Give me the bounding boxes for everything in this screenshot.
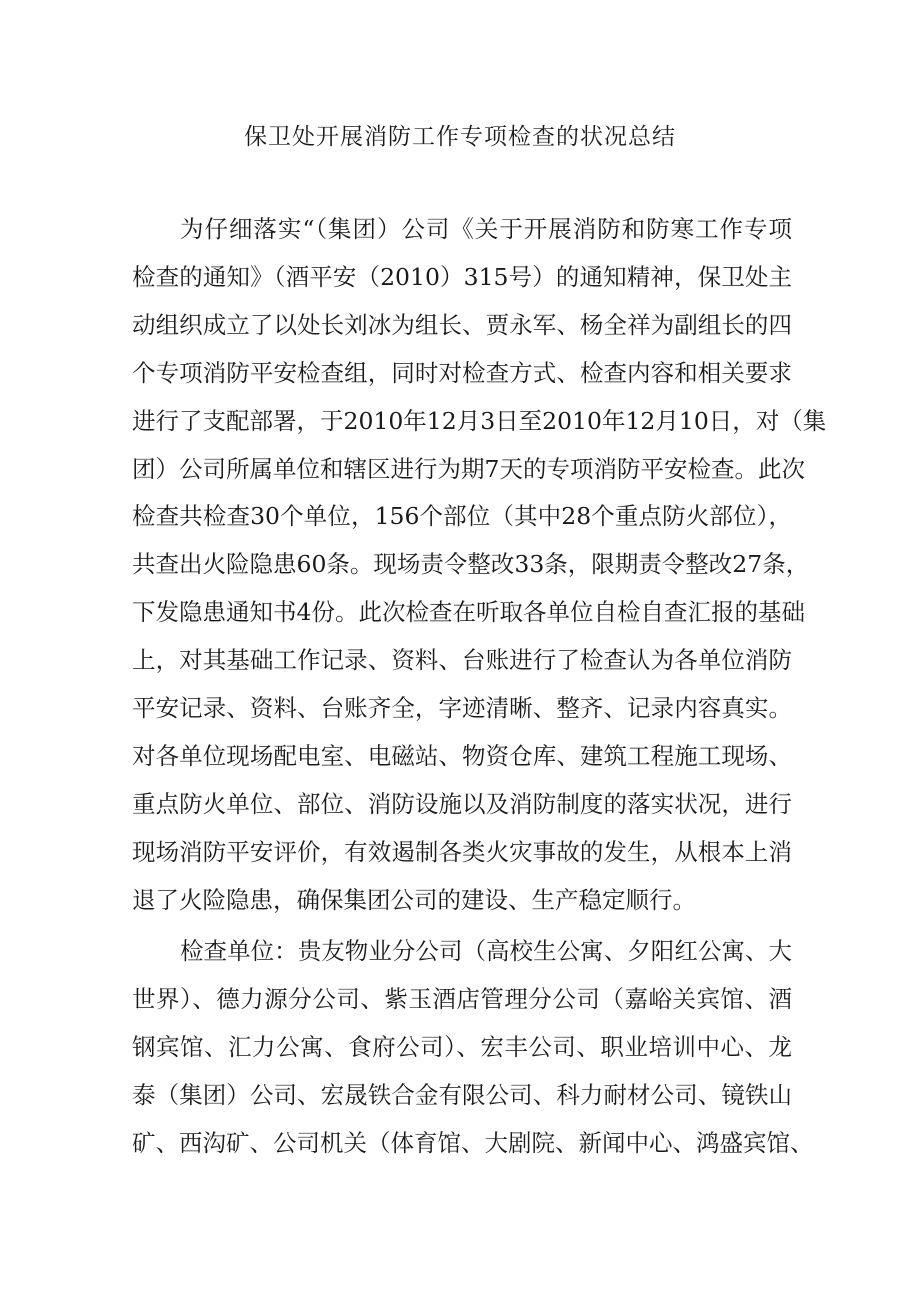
paragraph-1-line-9: 下发隐患通知书4份。此次检查在听取各单位自检自查汇报的基础 <box>132 598 805 627</box>
paragraph-1-line-11: 平安记录、资料、台账齐全，字迹清晰、整齐、记录内容真实。 <box>132 694 792 722</box>
paragraph-1-line-4: 个专项消防平安检查组，同时对检查方式、检查内容和相关要求 <box>132 358 792 387</box>
paragraph-2-line-1: 检查单位：贵友物业分公司（高校生公寓、夕阳红公寓、大 <box>180 937 792 965</box>
paragraph-2-line-4: 泰（集团）公司、宏晟铁合金有限公司、科力耐材公司、镜铁山 <box>132 1080 792 1109</box>
paragraph-1-line-8: 共查出火险隐患60条。现场责令整改33条，限期责令整改27条， <box>132 550 810 579</box>
paragraph-1-line-5: 进行了支配部署，于2010年12月3日至2010年12月10日，对（集 <box>132 406 827 435</box>
paragraph-1-line-6: 团）公司所属单位和辖区进行为期7天的专项消防平安检查。此次 <box>132 454 805 483</box>
paragraph-1-line-2: 检查的通知》（酒平安（2010）315号）的通知精神，保卫处主 <box>132 262 792 291</box>
paragraph-1-line-15: 退了火险隐患，确保集团公司的建设、生产稳定顺行。 <box>132 885 696 914</box>
paragraph-2-line-2: 世界）、德力源分公司、紫玉酒店管理分公司（嘉峪关宾馆、酒 <box>132 984 792 1013</box>
paragraph-1-line-12: 对各单位现场配电室、电磁站、物资仓库、建筑工程施工现场、 <box>132 741 792 770</box>
paragraph-1-line-1: 为仔细落实“（集团）公司《关于开展消防和防寒工作专项 <box>180 215 792 243</box>
paragraph-1-line-14: 现场消防平安评价，有效遏制各类火灾事故的发生，从根本上消 <box>132 837 792 866</box>
paragraph-1-line-3: 动组织成立了以处长刘冰为组长、贾永军、杨全祥为副组长的四 <box>132 310 792 339</box>
paragraph-1-line-13: 重点防火单位、部位、消防设施以及消防制度的落实状况，进行 <box>132 789 792 818</box>
paragraph-1-line-7: 检查共检查30个单位，156个部位（其中28个重点防火部位）， <box>132 502 792 531</box>
document-title: 保卫处开展消防工作专项检查的状况总结 <box>244 124 676 150</box>
paragraph-2-line-3: 钢宾馆、汇力公寓、食府公司）、宏丰公司、职业培训中心、龙 <box>132 1032 792 1061</box>
paragraph-2-line-5: 矿、西沟矿、公司机关（体育馆、大剧院、新闻中心、鸿盛宾馆、 <box>132 1128 814 1157</box>
paragraph-1-line-10: 上，对其基础工作记录、资料、台账进行了检查认为各单位消防 <box>132 646 792 675</box>
